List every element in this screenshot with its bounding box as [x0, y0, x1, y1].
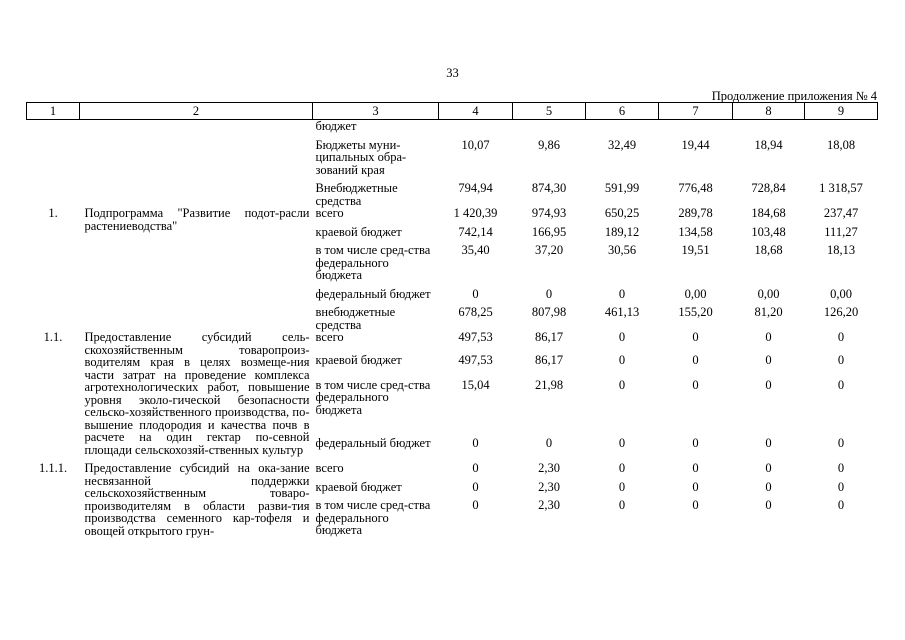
value-cell: 37,20 [534, 243, 564, 257]
header-cell: 9 [805, 103, 878, 120]
value-cell: 19,44 [681, 137, 710, 152]
header-cell: 4 [439, 103, 513, 120]
value-cell: 18,13 [826, 243, 856, 257]
value-cell: 184,68 [751, 206, 786, 220]
value-cell: 10,07 [461, 137, 490, 152]
value-cell: 776,48 [678, 181, 713, 195]
value-cell: 0 [618, 352, 626, 367]
value-cell: 0 [765, 436, 772, 451]
value-cell: 0 [692, 479, 699, 494]
row-description: Предоставление субсидий сель-скохозяйственным товаропроиз-водителям края в целях возмеще-ния части затрат на проведение комплекса агротехнологических работ, повышение уровня эколо-гической безопасности сельско-хозяйственного производства, по-вышение плодородия и качества почв в расчете на один гектар по-севной площади сельскохозяй-ственных культур [84, 330, 310, 457]
value-cell [439, 120, 513, 133]
row-index: 1.1. [43, 330, 63, 344]
value-cell: 134,58 [678, 224, 713, 239]
value-cell: 0 [765, 461, 772, 475]
header-cell: 2 [80, 103, 313, 120]
header-row [27, 103, 878, 120]
funding-source: Бюджеты муни-ципальных обра-зований края [315, 137, 407, 177]
value-cell: 0 [618, 479, 626, 494]
row-description: Предоставление субсидий на ока-зание несвязанной поддержки сельскохозяйственным товаро-производителям в области разви-тия производства семенного кар-тофеля и овощей открытого грун- [84, 461, 310, 538]
value-cell: 0 [837, 352, 845, 367]
value-cell: 155,20 [678, 305, 713, 319]
value-cell: 35,40 [461, 243, 490, 257]
value-cell: 742,14 [458, 224, 493, 239]
value-cell [659, 120, 733, 133]
value-cell: 794,94 [458, 181, 493, 195]
value-cell: 0 [618, 498, 626, 513]
value-cell: 0 [472, 479, 479, 494]
value-cell: 18,08 [826, 137, 856, 152]
row-description [80, 176, 313, 207]
value-cell: 0 [618, 286, 626, 301]
funding-source: всего [315, 330, 344, 344]
value-cell: 0 [545, 436, 553, 451]
value-cell: 650,25 [604, 206, 640, 220]
table-body [27, 120, 878, 538]
table-row [27, 331, 878, 348]
value-cell: 0 [545, 286, 553, 301]
value-cell: 19,51 [681, 243, 710, 257]
value-cell: 0 [618, 377, 626, 392]
value-cell: 30,56 [607, 243, 637, 257]
value-cell: 18,68 [754, 243, 783, 257]
value-cell: 0 [692, 461, 699, 475]
value-cell: 0 [837, 330, 845, 344]
value-cell: 0 [837, 479, 845, 494]
page-number: 33 [446, 66, 459, 80]
value-cell: 189,12 [604, 224, 640, 239]
value-cell: 974,93 [531, 206, 567, 220]
value-cell: 237,47 [823, 206, 859, 220]
funding-source: всего [315, 461, 344, 475]
value-cell: 0 [765, 479, 772, 494]
row-description [80, 120, 313, 133]
value-cell: 0 [692, 330, 699, 344]
row-index: 1.1.1. [38, 461, 68, 475]
value-cell: 86,17 [534, 352, 564, 367]
value-cell: 18,94 [754, 137, 783, 152]
value-cell: 81,20 [754, 305, 783, 319]
value-cell: 1 318,57 [819, 181, 863, 195]
value-cell: 0,00 [684, 286, 707, 301]
table-row [27, 133, 878, 177]
value-cell [513, 120, 586, 133]
value-cell: 0 [765, 352, 772, 367]
table-row [27, 456, 878, 475]
header-cell: 1 [27, 103, 80, 120]
value-cell: 0,00 [830, 286, 852, 301]
value-cell: 461,13 [604, 305, 640, 319]
row-description [80, 133, 313, 177]
row-description: Подпрограмма "Развитие подот-расли растениеводства" [84, 206, 310, 233]
value-cell: 2,30 [538, 498, 560, 513]
value-cell: 0 [618, 330, 626, 344]
budget-table [26, 102, 878, 537]
table-row [27, 120, 878, 133]
value-cell: 126,20 [823, 305, 859, 319]
value-cell: 2,30 [538, 479, 560, 494]
funding-source: внебюджетные средства [315, 305, 396, 332]
funding-source: всего [315, 206, 344, 220]
value-cell: 15,04 [461, 377, 490, 392]
funding-source: бюджет [315, 119, 357, 133]
header-cell: 8 [733, 103, 805, 120]
value-cell: 0 [837, 498, 845, 513]
value-cell: 0 [837, 436, 845, 451]
row-index [27, 133, 80, 177]
value-cell: 591,99 [604, 181, 640, 195]
value-cell: 166,95 [531, 224, 567, 239]
continuation-label: Продолжение приложения № 4 [711, 89, 877, 103]
value-cell: 21,98 [534, 377, 564, 392]
value-cell: 0 [472, 286, 479, 301]
value-cell: 678,25 [458, 305, 493, 319]
value-cell [805, 120, 878, 133]
funding-source: федеральный бюджет [315, 286, 431, 301]
funding-source: в том числе сред-ства федерального бюджета [315, 498, 431, 538]
value-cell: 1 420,39 [453, 206, 498, 220]
value-cell: 103,48 [751, 224, 786, 239]
value-cell: 2,30 [538, 461, 560, 475]
value-cell: 497,53 [458, 330, 493, 344]
value-cell: 728,84 [751, 181, 786, 195]
funding-source: краевой бюджет [315, 224, 402, 239]
value-cell: 0 [692, 377, 699, 392]
value-cell: 0 [472, 436, 479, 451]
funding-source: краевой бюджет [315, 352, 402, 367]
table-row [27, 176, 878, 207]
row-index: 1. [48, 206, 58, 220]
value-cell: 0 [692, 498, 699, 513]
header-cell: 5 [513, 103, 586, 120]
value-cell: 0 [472, 498, 479, 513]
value-cell: 32,49 [607, 137, 637, 152]
value-cell: 497,53 [458, 352, 493, 367]
value-cell: 9,86 [538, 137, 560, 152]
value-cell: 874,30 [531, 181, 567, 195]
funding-source: федеральный бюджет [315, 436, 431, 451]
value-cell: 807,98 [531, 305, 567, 319]
header-cell: 6 [586, 103, 659, 120]
value-cell: 0 [618, 461, 626, 475]
value-cell: 0 [765, 498, 772, 513]
value-cell: 289,78 [678, 206, 713, 220]
value-cell: 0 [765, 330, 772, 344]
value-cell: 0 [618, 436, 626, 451]
funding-source: в том числе сред-ства федерального бюджета [315, 243, 431, 282]
header-cell: 7 [659, 103, 733, 120]
row-index [27, 176, 80, 207]
funding-source: Внебюджетные средства [315, 181, 398, 208]
value-cell: 0 [837, 377, 845, 392]
row-index [27, 120, 80, 133]
value-cell [733, 120, 805, 133]
value-cell: 111,27 [824, 224, 858, 239]
value-cell: 0 [692, 352, 699, 367]
value-cell: 0 [837, 461, 845, 475]
value-cell: 0 [692, 436, 699, 451]
value-cell: 0 [472, 461, 479, 475]
value-cell: 86,17 [534, 330, 564, 344]
value-cell: 0 [765, 377, 772, 392]
header-cell: 3 [313, 103, 439, 120]
value-cell [586, 120, 659, 133]
funding-source: краевой бюджет [315, 479, 402, 494]
value-cell: 0,00 [757, 286, 780, 301]
funding-source: в том числе сред-ства федерального бюджета [315, 377, 431, 417]
table-row [27, 207, 878, 220]
